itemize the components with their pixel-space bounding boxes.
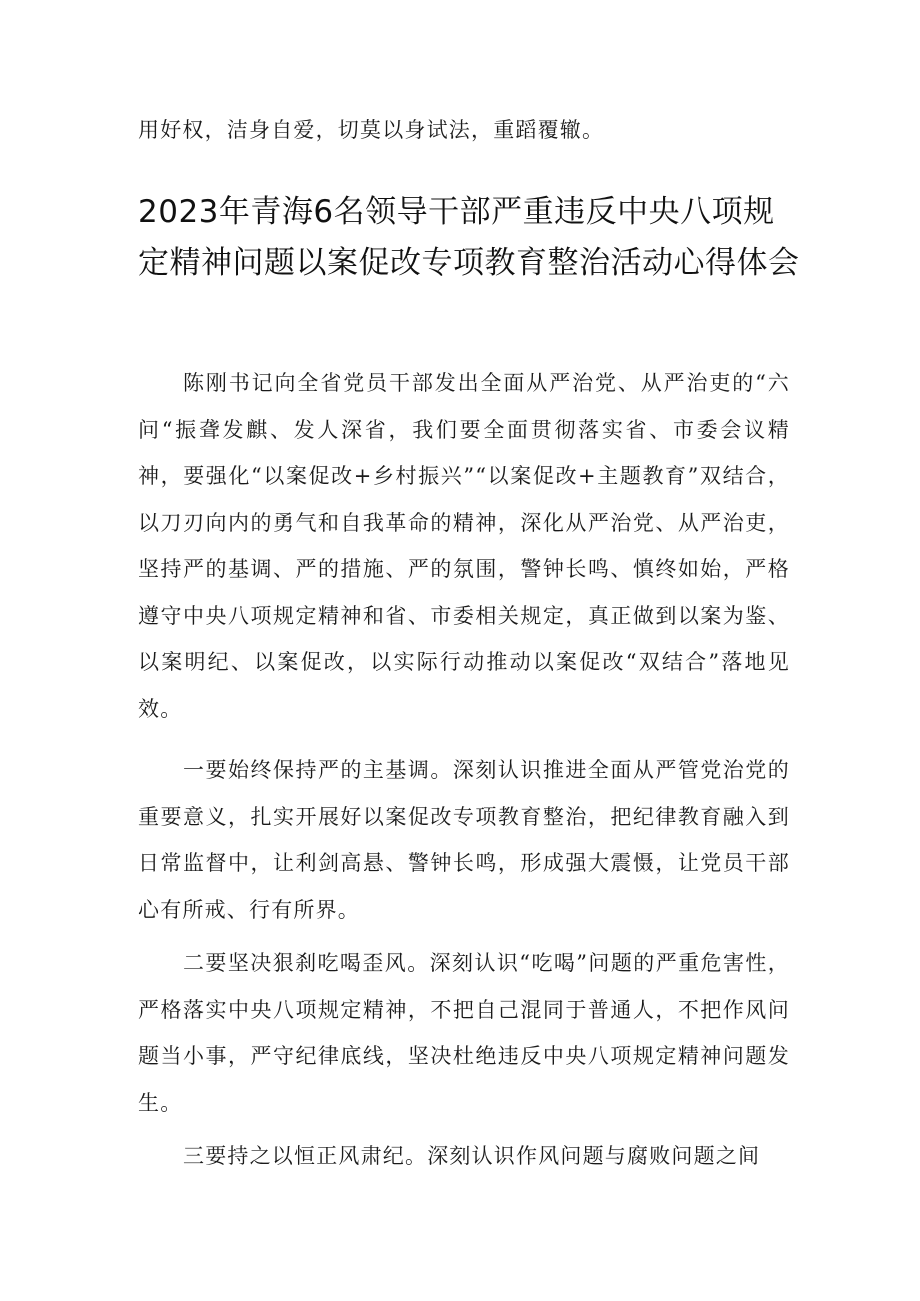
paragraph-point-three: 三要持之以恒正风肃纪。深刻认识作风问题与腐败问题之间 [183,1144,761,1168]
document-title: 2023年青海6名领导干部严重违反中央八项规定精神问题以案促改专项教育整治活动心得体会 [138,194,800,281]
paragraph-point-one: 一要始终保持严的主基调。深刻认识推进全面从严管党治党的重要意义，扎实开展好以案促改专项教育整治，把纪律教育融入到日常监督中，让利剑高悬、警钟长鸣，形成强大震慑，让党员干部心有所戒、行有所界。 [138,758,790,922]
lead-line: 用好权，洁身自爱，切莫以身试法，重蹈覆辙。 [138,118,605,142]
paragraph-intro: 陈刚书记向全省党员干部发出全面从严治党、从严治吏的“六问“振聋发麒、发人深省，我们要全面贯彻落实省、市委会议精神，要强化“以案促改+乡村振兴”“以案促改+主题教育”双结合，以刀刃向内的勇气和自我革命的精神，深化从严治党、从严治吏，坚持严的基调、严的措施、严的氛围，警钟长鸣、慎终如始，严格遵守中央八项规定精神和省、市委相关规定，真正做到以案为鉴、以案明纪、以案促改，以实际行动推动以案促改“双结合”落地见效。 [138,371,790,721]
paragraph-point-two: 二要坚决狠刹吃喝歪风。深刻认识“吃喝”问题的严重危害性，严格落实中央八项规定精神，不把自己混同于普通人，不把作风问题当小事，严守纪律底线，坚决杜绝违反中央八项规定精神问题发生。 [138,951,790,1115]
